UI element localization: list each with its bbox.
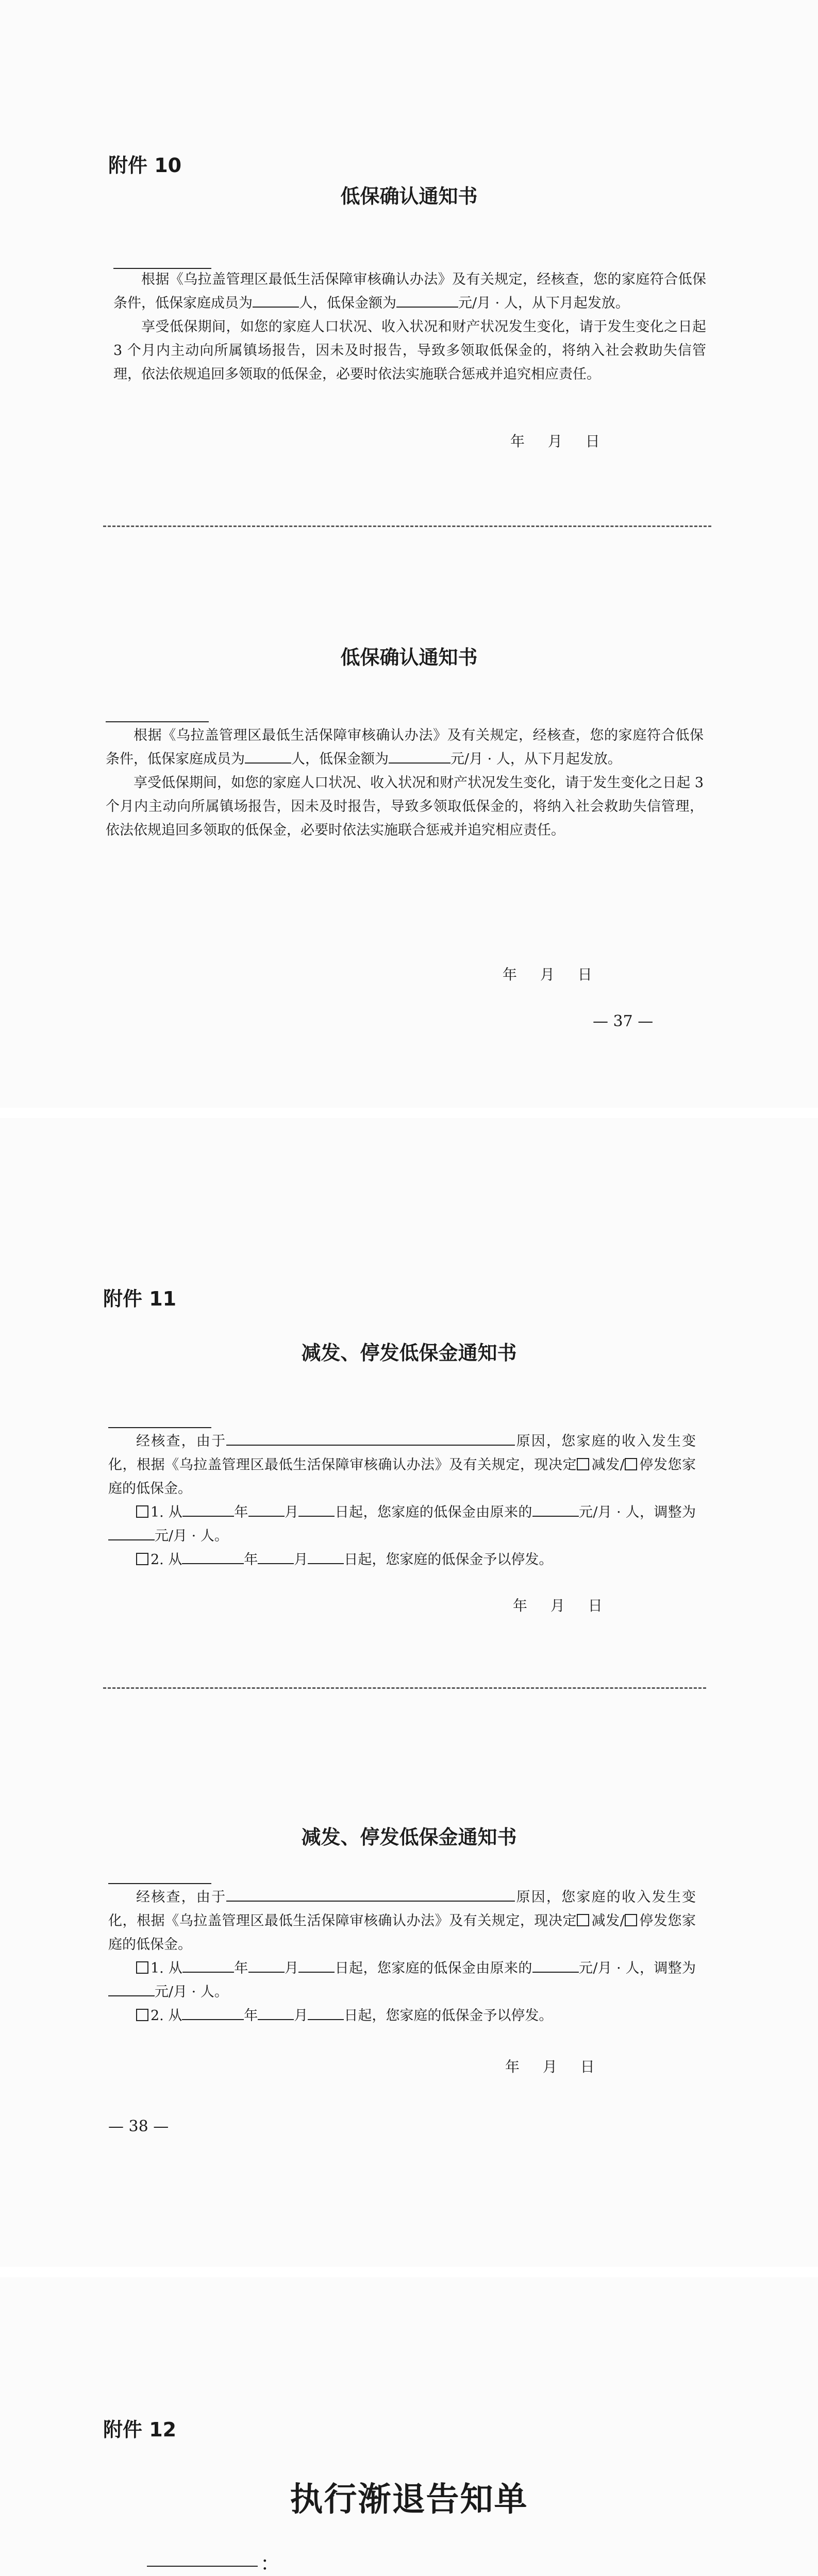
cut-line [103, 1687, 706, 1689]
option-reduce-line: 1. 从 年 月 日起，您家庭的低保金由原来的 元/月 · 人，调整为元/月 · 人。 [108, 1501, 696, 1548]
recipient-blank [147, 2566, 258, 2567]
recipient-colon: ： [260, 2552, 280, 2575]
notice-body: 根据《乌拉盖管理区最低生活保障审核确认办法》及有关规定，经核查，您的家庭符合低保条件，低保家庭成员为 人，低保金额为 元/月 · 人，从下月起发放。 享受低保期间，如您的家庭人口状况、收入状况和财产状况发生变化，请于发生变化之日起 3 个月内主动向所属镇场报告，因未及时报告，导致多领取低保金的，将纳入社会救助失信管理，依法依规追回多领取的低保金，必要时依法实施联合惩戒并追究相应责任。 [113, 272, 706, 382]
notice-title: 低保确认通知书 [340, 646, 478, 669]
page-38 [0, 1118, 818, 2267]
amount-blank [389, 748, 450, 764]
member-count-blank [245, 748, 291, 764]
page-37 [0, 0, 818, 1108]
attachment-label: 附件 12 [103, 2418, 177, 2441]
reason-blank [226, 1886, 515, 1902]
notice-title: 低保确认通知书 [340, 185, 478, 208]
notice-body: 经核查，由于 原因，您家庭的收入发生变化，根据《乌拉盖管理区最低生活保障审核确认办法》及有关规定，现决定 减发/ 停发您家庭的低保金。 1. 从 年 月 日起，您家庭的低保金由原来的 元/月 · 人，调整为元/月 · 人。 2. 从 年 月 日起，您家庭的低保金予以停发。 [108, 1886, 696, 2028]
option-stop-line: 2. 从 年 月 日起，您家庭的低保金予以停发。 [108, 2004, 696, 2028]
amount-blank [396, 292, 458, 308]
attachment-label: 附件 10 [108, 154, 182, 177]
option-reduce-line: 1. 从 年 月 日起，您家庭的低保金由原来的 元/月 · 人，调整为元/月 · 人。 [108, 1957, 696, 2004]
reduce-checkbox[interactable] [577, 1914, 589, 1926]
recipient-blank [108, 1427, 211, 1428]
member-count-blank [253, 292, 299, 308]
recipient-blank [106, 721, 209, 722]
notice-title: 减发、停发低保金通知书 [301, 1826, 517, 1849]
page-number: — 38 — [108, 2117, 169, 2136]
reason-blank [226, 1430, 515, 1446]
reduce-checkbox[interactable] [577, 1458, 589, 1470]
cut-line [103, 526, 711, 527]
notice-body: 根据《乌拉盖管理区最低生活保障审核确认办法》及有关规定，经核查，您的家庭符合低保条件，低保家庭成员为 人，低保金额为 元/月 · 人，从下月起发放。 享受低保期间，如您的家庭人口状况、收入状况和财产状况发生变化，请于发生变化之日起 3 个月内主动向所属镇场报告，因未及时报告，导致多领取低保金的，将纳入社会救助失信管理，依法依规追回多领取的低保金，必要时依法实施联合惩戒并追究相应责任。 [106, 727, 704, 838]
attachment-label: 附件 11 [103, 1287, 177, 1310]
recipient-blank [108, 1883, 211, 1884]
stop-checkbox[interactable] [625, 1914, 637, 1926]
notice-title: 减发、停发低保金通知书 [301, 1342, 517, 1364]
notice-title: 执行渐退告知单 [290, 2481, 528, 2519]
page-39 [0, 2277, 818, 2576]
stop-checkbox[interactable] [625, 1458, 637, 1470]
notice-date: 年 月 日 [505, 2058, 595, 2075]
page-number: — 37 — [593, 1012, 654, 1030]
option-stop-line: 2. 从 年 月 日起，您家庭的低保金予以停发。 [108, 1548, 696, 1572]
notice-date: 年 月 日 [510, 433, 600, 450]
notice-body: 经核查，由于 原因，您家庭的收入发生变化，根据《乌拉盖管理区最低生活保障审核确认办法》及有关规定，现决定 减发/ 停发您家庭的低保金。 1. 从 年 月 日起，您家庭的低保金由原来的 元/月 · 人，调整为元/月 · 人。 2. 从 年 月 日起，您家庭的低保金予以停发。 [108, 1430, 696, 1572]
notice-date: 年 月 日 [503, 966, 592, 983]
notice-date: 年 月 日 [513, 1597, 603, 1614]
